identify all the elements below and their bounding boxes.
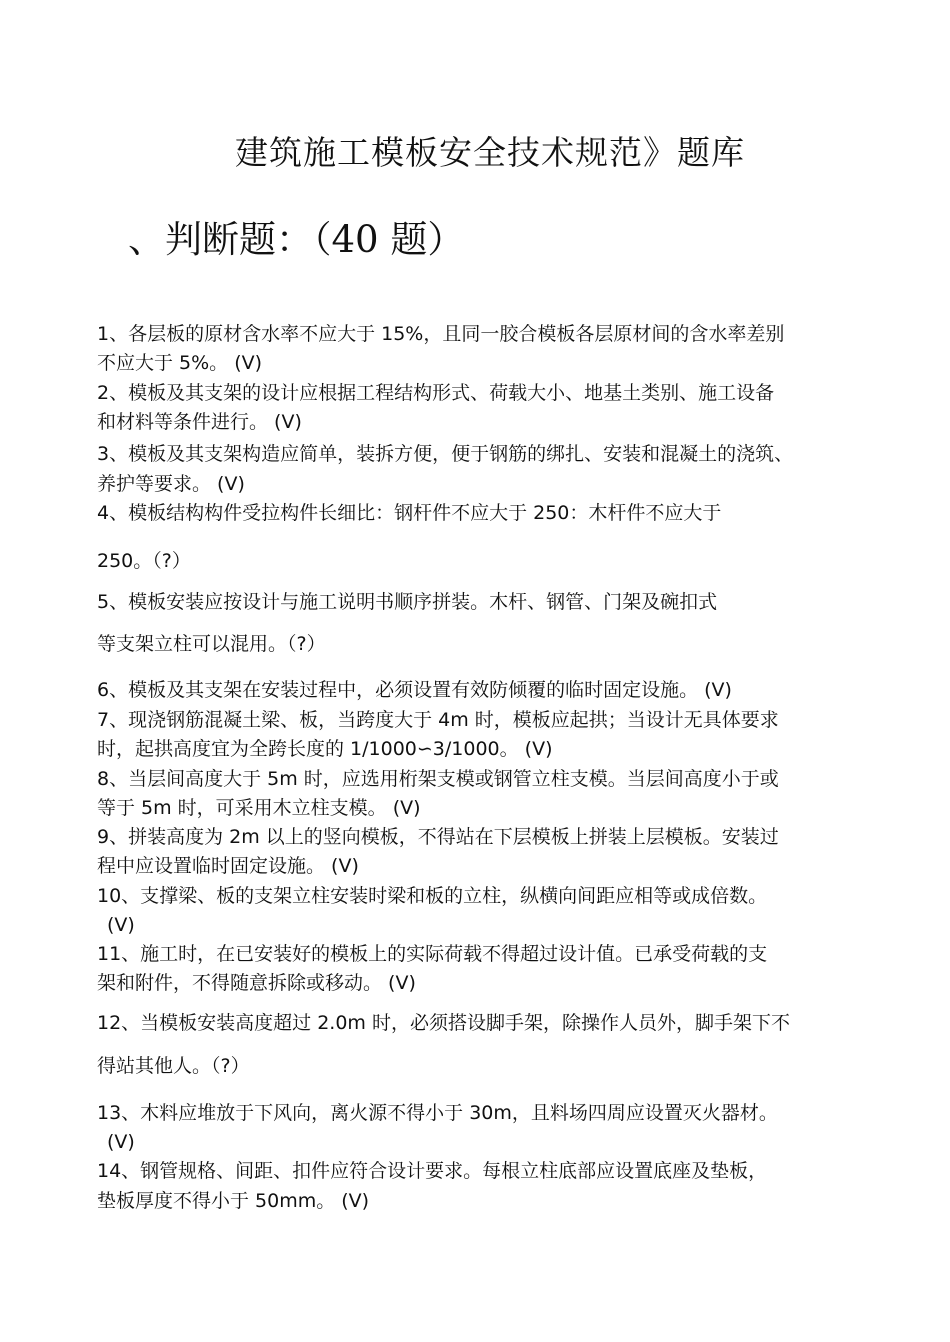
question-line: 养护等要求。 (V) [97,473,245,495]
question-line: 3、模板及其支架构造应简单，装拆方便，便于钢筋的绑扎、安装和混凝土的浇筑、 [97,443,794,465]
question-line: 6、模板及其支架在安装过程中，必须设置有效防倾覆的临时固定设施。 (V) [97,679,732,701]
question-line: 等于 5m 时，可采用木立柱支模。 (V) [97,797,421,819]
question-line: 不应大于 5%。 (V) [97,352,263,374]
question-line: (V) [107,914,135,936]
question-line: 10、支撑梁、板的支架立柱安装时梁和板的立柱，纵横向间距应相等或成倍数。 [97,885,768,907]
question-line: 2、模板及其支架的设计应根据工程结构形式、荷载大小、地基土类别、施工设备 [97,382,775,404]
section-heading: 、判断题：（40 题） [128,218,465,261]
question-line: 垫板厚度不得小于 50mm。 (V) [97,1190,370,1212]
question-line: 8、当层间高度大于 5m 时，应选用桁架支模或钢管立柱支模。当层间高度小于或 [97,768,779,790]
question-line: 1、各层板的原材含水率不应大于 15%，且同一胶合模板各层原材间的含水率差别 [97,323,785,345]
question-line: 12、当模板安装高度超过 2.0m 时，必须搭设脚手架，除操作人员外，脚手架下不 [97,1012,790,1034]
question-line: (V) [107,1131,135,1153]
question-line: 5、模板安装应按设计与施工说明书顺序拼装。木杆、钢管、门架及碗扣式 [97,591,718,613]
question-line: 架和附件，不得随意拆除或移动。 (V) [97,972,416,994]
question-line: 程中应设置临时固定设施。 (V) [97,855,359,877]
question-line: 11、施工时，在已安装好的模板上的实际荷载不得超过设计值。已承受荷载的支 [97,943,768,965]
document-title: 建筑施工模板安全技术规范》题库 [235,133,745,172]
question-line: 时，起拱高度宜为全跨长度的 1/1000∽3/1000。 (V) [97,738,553,760]
question-line: 250。（?） [97,550,191,572]
question-line: 7、现浇钢筋混凝土梁、板，当跨度大于 4m 时，模板应起拱；当设计无具体要求 [97,709,779,731]
question-line: 9、拼装高度为 2m 以上的竖向模板，不得站在下层模板上拼装上层模板。安装过 [97,826,779,848]
question-line: 13、木料应堆放于下风向，离火源不得小于 30m，且料场四周应设置灭火器材。 [97,1102,778,1124]
question-line: 等支架立柱可以混用。（?） [97,633,326,655]
question-line: 得站其他人。（?） [97,1055,250,1077]
question-line: 4、模板结构构件受拉构件长细比：钢杆件不应大于 250：木杆件不应大于 [97,502,722,524]
question-line: 14、钢管规格、间距、扣件应符合设计要求。每根立柱底部应设置底座及垫板， [97,1160,768,1182]
question-line: 和材料等条件进行。 (V) [97,411,302,433]
